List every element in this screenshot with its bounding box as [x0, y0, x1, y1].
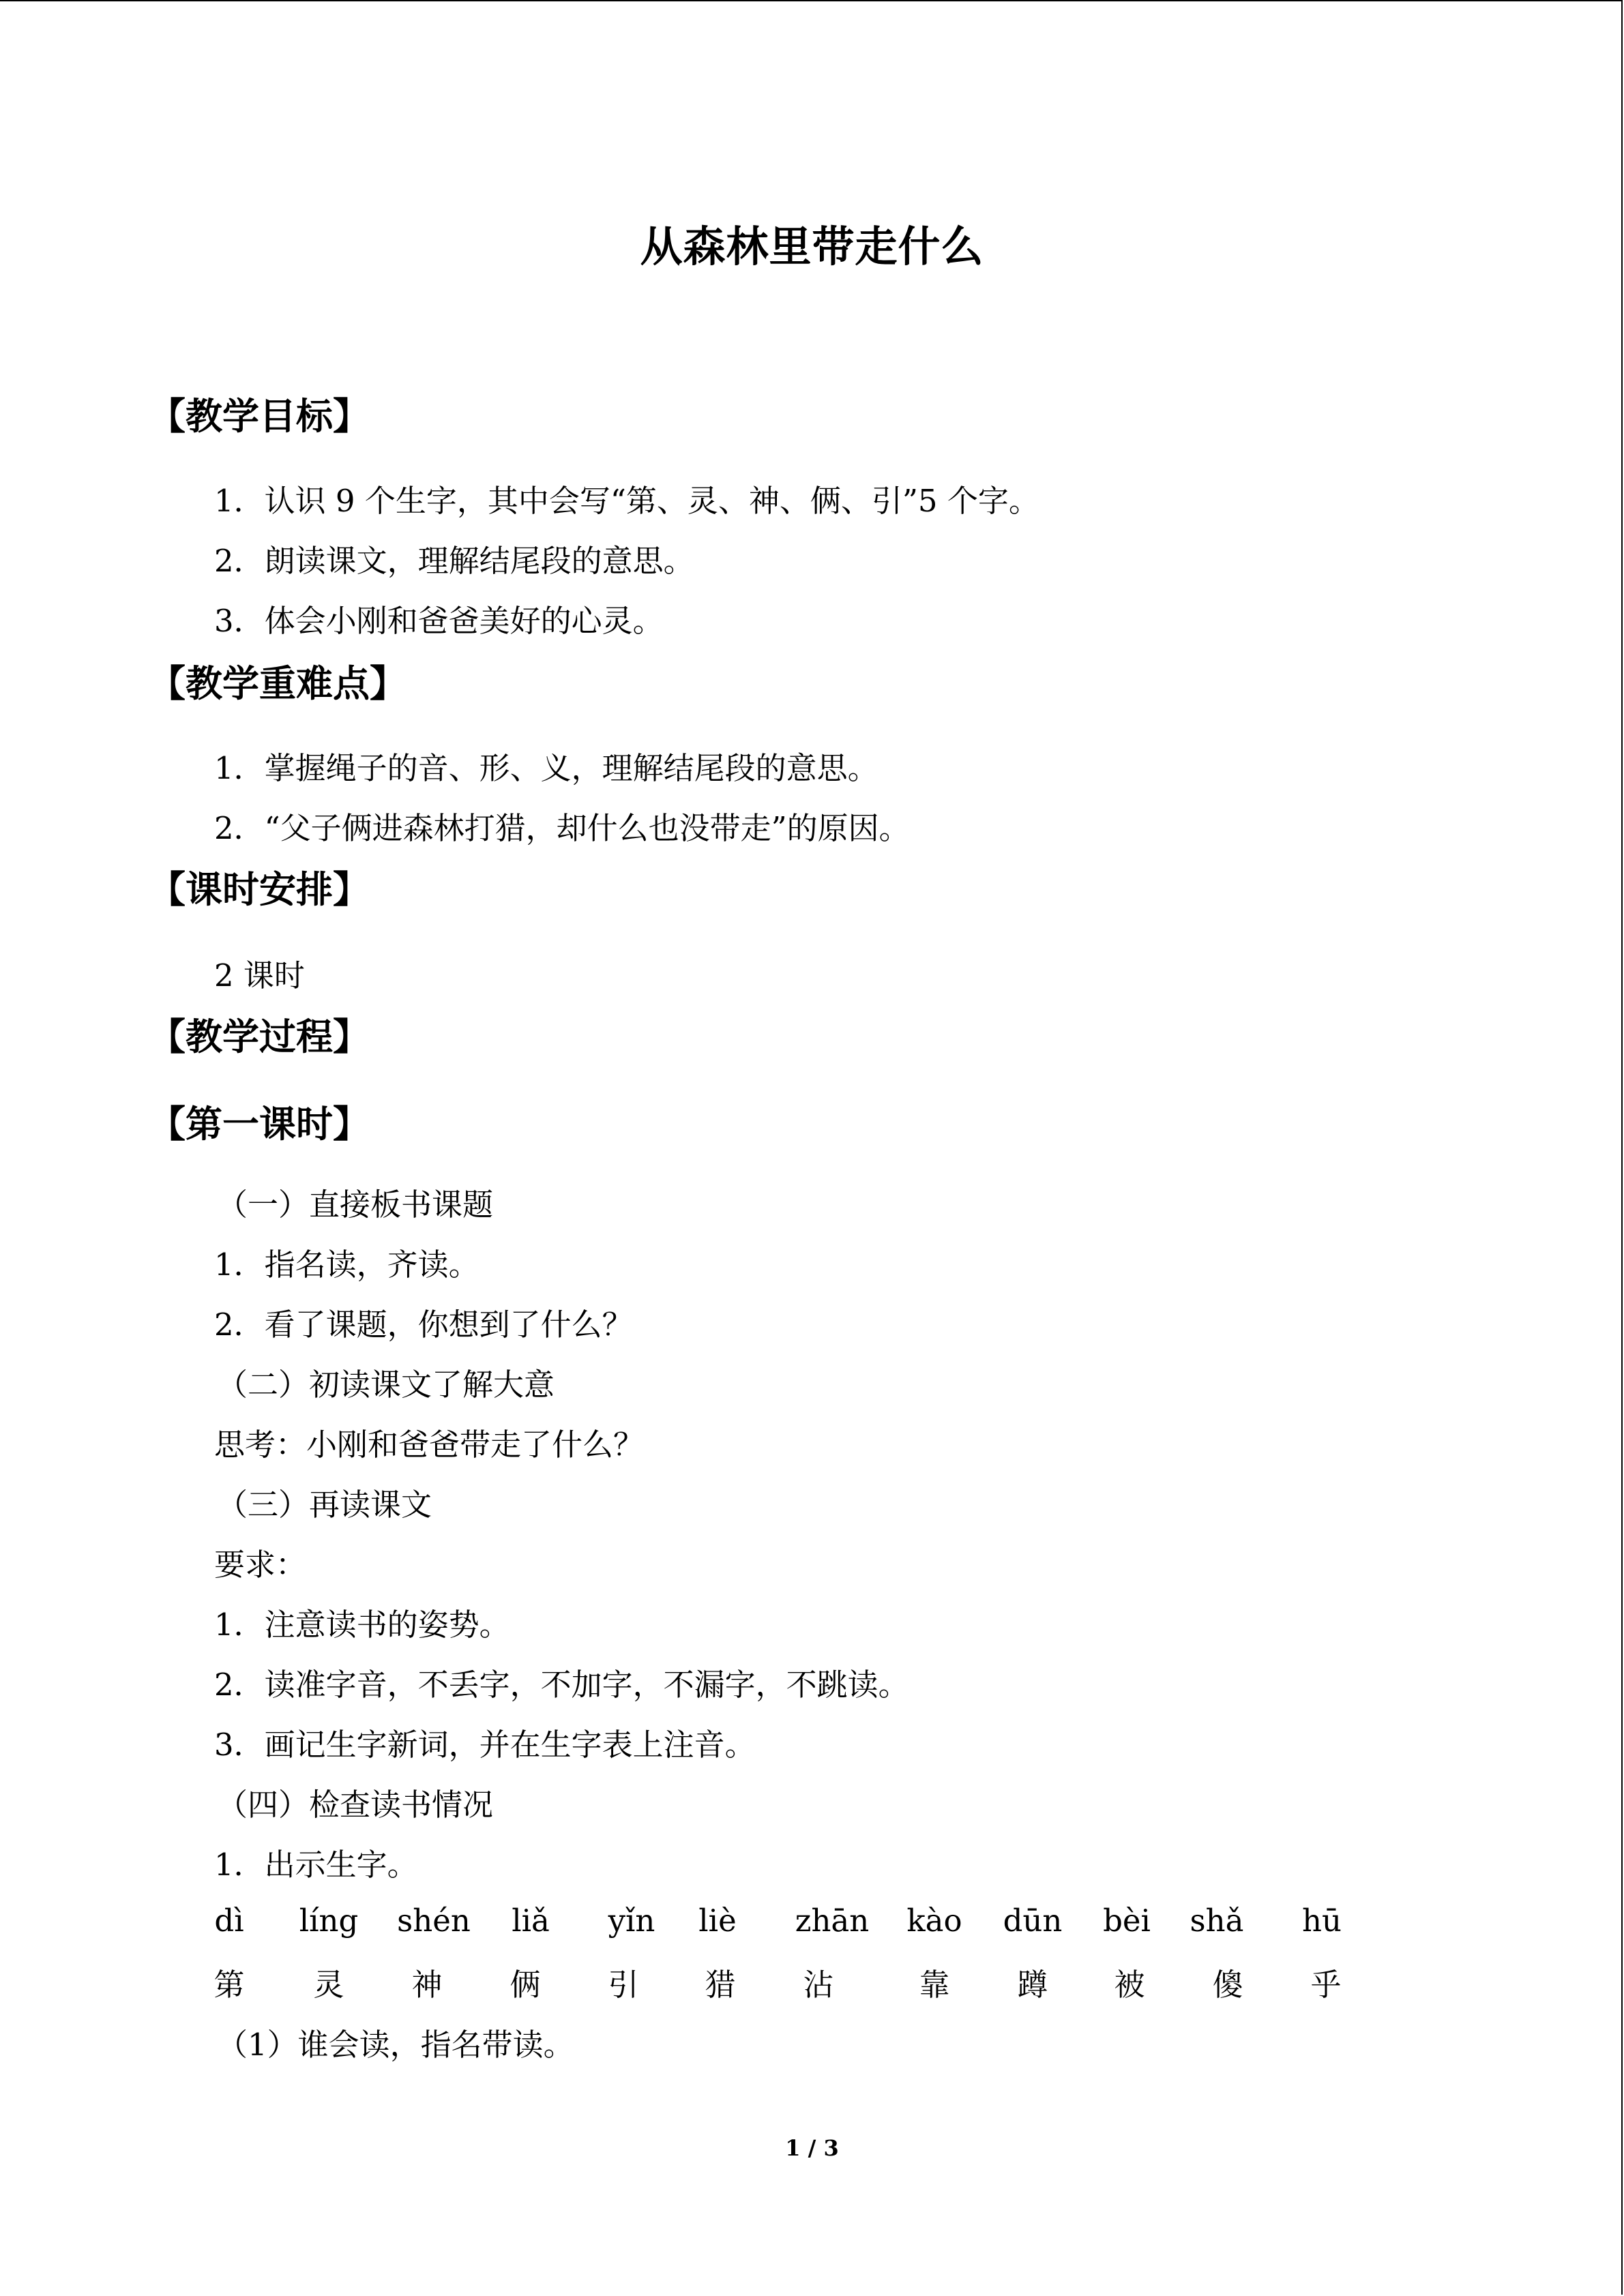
- lesson1-line-2: 1．指名读，齐读。: [214, 1247, 479, 1283]
- goal-item-1: 1．认识 9 个生字，其中会写“第、灵、神、俩、引”5 个字。: [214, 483, 1039, 519]
- char-7: 沾: [803, 1967, 834, 2003]
- pinyin-7: zhān: [795, 1903, 870, 1939]
- lesson1-line-6: （三）再读课文: [217, 1487, 432, 1523]
- pinyin-11: shǎ: [1190, 1903, 1244, 1939]
- char-8: 靠: [919, 1967, 950, 2003]
- lesson1-line-10: 3．画记生字新词，并在生字表上注音。: [214, 1727, 756, 1763]
- pinyin-12: hū: [1302, 1903, 1342, 1939]
- lesson1-line-1: （一）直接板书课题: [217, 1187, 494, 1223]
- heading-process: 【教学过程】: [149, 1015, 370, 1058]
- key-point-1: 1．掌握绳子的音、形、义，理解结尾段的意思。: [214, 750, 879, 786]
- lesson1-line-12: 1．出示生字。: [214, 1847, 418, 1883]
- pinyin-3: shén: [397, 1903, 471, 1939]
- key-point-2: 2．“父子俩进森林打猎，却什么也没带走”的原因。: [214, 810, 910, 846]
- pinyin-4: liǎ: [512, 1903, 550, 1939]
- pinyin-6: liè: [698, 1903, 737, 1939]
- pinyin-1: dì: [214, 1903, 244, 1939]
- character-row: [0, 1960, 1624, 2001]
- char-4: 俩: [510, 1967, 541, 2003]
- goal-item-2: 2．朗读课文，理解结尾段的意思。: [214, 543, 694, 579]
- heading-schedule: 【课时安排】: [149, 868, 370, 911]
- goal-item-3: 3．体会小刚和爸爸美好的心灵。: [214, 603, 664, 639]
- char-3: 神: [411, 1967, 443, 2003]
- char-10: 被: [1114, 1967, 1145, 2003]
- schedule-text: 2 课时: [214, 957, 305, 994]
- pinyin-2: líng: [299, 1903, 359, 1939]
- lesson1-after-table: （1）谁会读，指名带读。: [217, 2027, 574, 2063]
- pinyin-5: yǐn: [608, 1903, 655, 1939]
- heading-key-points: 【教学重难点】: [149, 662, 407, 705]
- char-11: 傻: [1212, 1967, 1243, 2003]
- char-9: 蹲: [1017, 1967, 1048, 2003]
- heading-lesson1: 【第一课时】: [149, 1103, 370, 1146]
- lesson1-line-9: 2．读准字音，不丢字，不加字，不漏字，不跳读。: [214, 1667, 909, 1703]
- lesson1-line-11: （四）检查读书情况: [217, 1787, 494, 1823]
- lesson1-line-3: 2．看了课题，你想到了什么？: [214, 1307, 633, 1343]
- pinyin-8: kào: [906, 1903, 962, 1939]
- char-12: 乎: [1310, 1967, 1342, 2003]
- char-1: 第: [213, 1967, 245, 2003]
- pinyin-row: [0, 1903, 1624, 1943]
- pinyin-9: dūn: [1003, 1903, 1063, 1939]
- lesson1-line-7: 要求：: [214, 1547, 307, 1583]
- page-number: 1 / 3: [785, 2135, 839, 2161]
- lesson1-line-5: 思考：小刚和爸爸带走了什么？: [214, 1427, 645, 1463]
- document-title: 从森林里带走什么: [640, 222, 984, 271]
- char-6: 猎: [705, 1967, 736, 2003]
- char-2: 灵: [313, 1967, 344, 2003]
- char-5: 引: [608, 1967, 639, 2003]
- lesson1-line-4: （二）初读课文了解大意: [217, 1367, 555, 1403]
- pinyin-10: bèi: [1103, 1903, 1151, 1939]
- lesson1-line-8: 1．注意读书的姿势。: [214, 1607, 510, 1643]
- heading-goals: 【教学目标】: [149, 395, 370, 438]
